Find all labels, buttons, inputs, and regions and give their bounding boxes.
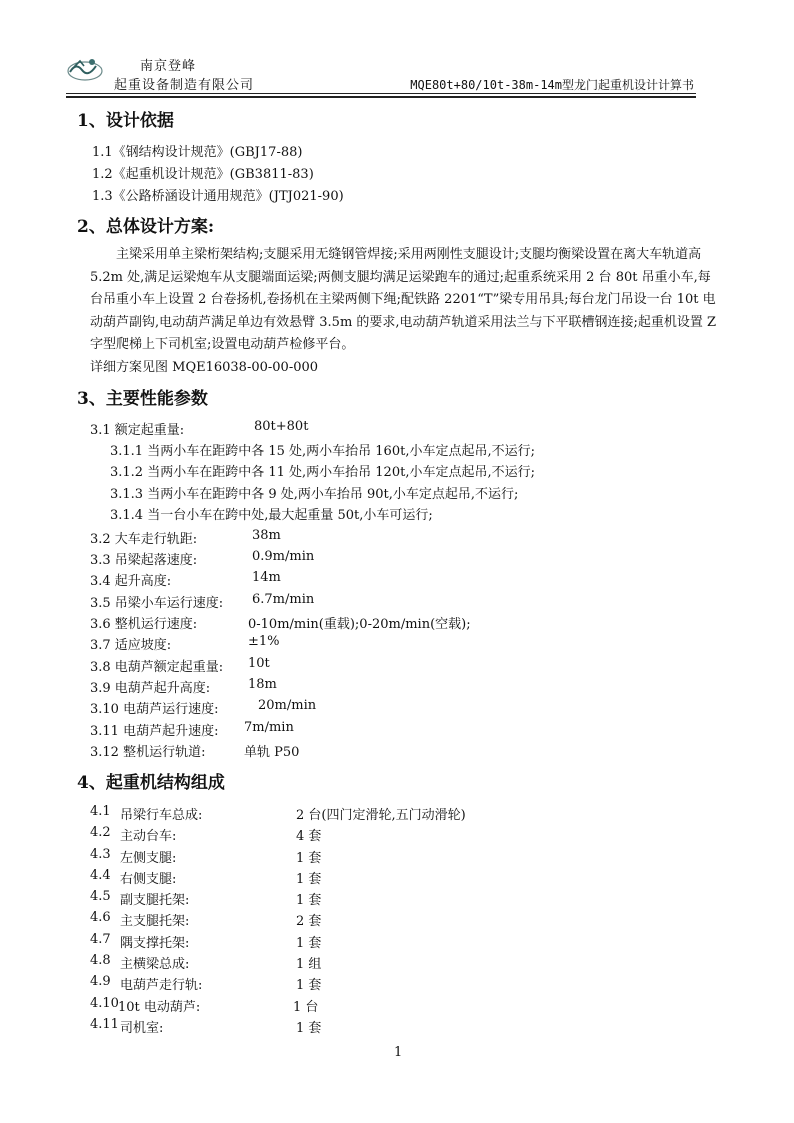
component-num: 4.5: [90, 889, 111, 904]
param-sub-item: 3.1.1 当两小车在距跨中各 15 处,两小车抬吊 160t,小车定点起吊,不运行;: [110, 444, 535, 459]
param-label: 3.7 适应坡度:: [90, 638, 172, 653]
component-label: 吊梁行车总成:: [120, 808, 203, 823]
param-label: 3.8 电葫芦额定起重量:: [90, 660, 224, 675]
component-value: 1 套: [296, 1021, 322, 1036]
param-value: 0.9m/min: [252, 549, 315, 564]
section-3-heading: 3、主要性能参数: [77, 389, 208, 409]
header-rule-thin: [66, 93, 696, 94]
component-value: 1 套: [296, 936, 322, 951]
component-value: 2 套: [296, 914, 322, 929]
design-basis-item: 1.2《起重机设计规范》(GB3811-83): [92, 167, 314, 182]
component-num: 4.11: [90, 1017, 119, 1032]
header-rule-thick: [66, 96, 696, 98]
component-num: 4.4: [90, 868, 111, 883]
company-logo-icon: [66, 52, 104, 86]
param-value: 18m: [248, 677, 277, 692]
param-label: 3.2 大车走行轨距:: [90, 532, 198, 547]
param-sub-item: 3.1.2 当两小车在距跨中各 11 处,两小车抬吊 120t,小车定点起吊,不运行;: [110, 465, 535, 480]
param-label: 3.11 电葫芦起升速度:: [90, 724, 219, 739]
param-label: 3.9 电葫芦起升高度:: [90, 681, 211, 696]
component-num: 4.3: [90, 847, 111, 862]
component-label: 主动台车:: [120, 829, 177, 844]
component-num: 4.9: [90, 974, 111, 989]
document-title: MQE80t+80/10t-38m-14m型龙门起重机设计计算书: [410, 78, 694, 92]
param-value: 6.7m/min: [252, 592, 315, 607]
param-label: 3.6 整机运行速度:: [90, 617, 198, 632]
component-value: 1 套: [296, 978, 322, 993]
company-name-line2: 起重设备制造有限公司: [114, 78, 255, 93]
component-value: 1 套: [296, 893, 322, 908]
design-scheme-reference: 详细方案见图 MQE16038-00-00-000: [90, 360, 319, 375]
component-label: 左侧支腿:: [120, 851, 177, 866]
param-sub-item: 3.1.3 当两小车在距跨中各 9 处,两小车抬吊 90t,小车定点起吊,不运行;: [110, 487, 519, 502]
component-label: 电葫芦走行轨:: [120, 978, 203, 993]
component-label: 10t 电动葫芦:: [118, 1000, 201, 1015]
component-label: 右侧支腿:: [120, 872, 177, 887]
design-basis-item: 1.3《公路桥涵设计通用规范》(JTJ021-90): [92, 189, 344, 204]
param-value: 单轨 P50: [244, 745, 300, 760]
component-label: 副支腿托架:: [120, 893, 190, 908]
param-value: ±1%: [248, 634, 280, 649]
component-label: 主支腿托架:: [120, 914, 190, 929]
component-num: 4.8: [90, 953, 111, 968]
component-label: 司机室:: [120, 1021, 164, 1036]
component-value: 2 台(四门定滑轮,五门动滑轮): [296, 808, 466, 823]
component-label: 隅支撑托架:: [120, 936, 190, 951]
param-label: 3.1 额定起重量:: [90, 423, 185, 438]
param-value: 7m/min: [244, 720, 294, 735]
component-value: 4 套: [296, 829, 322, 844]
component-num: 4.7: [90, 932, 111, 947]
param-value: 80t+80t: [254, 419, 309, 434]
param-value: 38m: [252, 528, 281, 543]
component-num: 4.2: [90, 825, 111, 840]
component-label: 主横梁总成:: [120, 957, 190, 972]
section-1-heading: 1、设计依据: [77, 111, 174, 131]
param-value: 14m: [252, 570, 281, 585]
design-scheme-paragraph: 主梁采用单主梁桁架结构;支腿采用无缝钢管焊接;采用两刚性支腿设计;支腿均衡梁设置在离大车轨道高 5.2m 处,满足运梁炮车从支腿端面运梁;两侧支腿均满足运梁跑车的通过;起重系统采用 2 台 80t 吊重小车,每台吊重小车上设置 2 台卷扬机,卷扬机在主梁两侧下绳;配铁路 2201“T”梁专用吊具;每台龙门吊设一台 10t 电动葫芦副钩,电动葫芦满足单边有效悬臂 3.5m 的要求,电动葫芦轨道采用法兰与下平联槽钢连接;起重机设置 Z 字型爬梯上下司机室;设置电动葫芦检修平台。: [90, 247, 717, 352]
component-value: 1 套: [296, 872, 322, 887]
component-value: 1 套: [296, 851, 322, 866]
component-value: 1 组: [296, 957, 322, 972]
section-4-heading: 4、起重机结构组成: [77, 773, 225, 793]
param-label: 3.3 吊梁起落速度:: [90, 553, 198, 568]
page-number: 1: [394, 1045, 403, 1060]
param-value: 10t: [248, 656, 270, 671]
param-value: 0-10m/min(重载);0-20m/min(空载);: [248, 617, 471, 632]
component-value: 1 台: [293, 1000, 319, 1015]
component-num: 4.1: [90, 804, 111, 819]
param-label: 3.10 电葫芦运行速度:: [90, 702, 219, 717]
param-value: 20m/min: [258, 698, 317, 713]
component-num: 4.10: [90, 996, 119, 1011]
component-num: 4.6: [90, 910, 111, 925]
design-basis-item: 1.1《钢结构设计规范》(GBJ17-88): [92, 145, 303, 160]
param-sub-item: 3.1.4 当一台小车在跨中处,最大起重量 50t,小车可运行;: [110, 508, 433, 523]
param-label: 3.4 起升高度:: [90, 574, 172, 589]
company-name-line1: 南京登峰: [140, 59, 197, 74]
param-label: 3.12 整机运行轨道:: [90, 745, 206, 760]
section-2-heading: 2、总体设计方案:: [77, 217, 215, 237]
param-label: 3.5 吊梁小车运行速度:: [90, 596, 224, 611]
